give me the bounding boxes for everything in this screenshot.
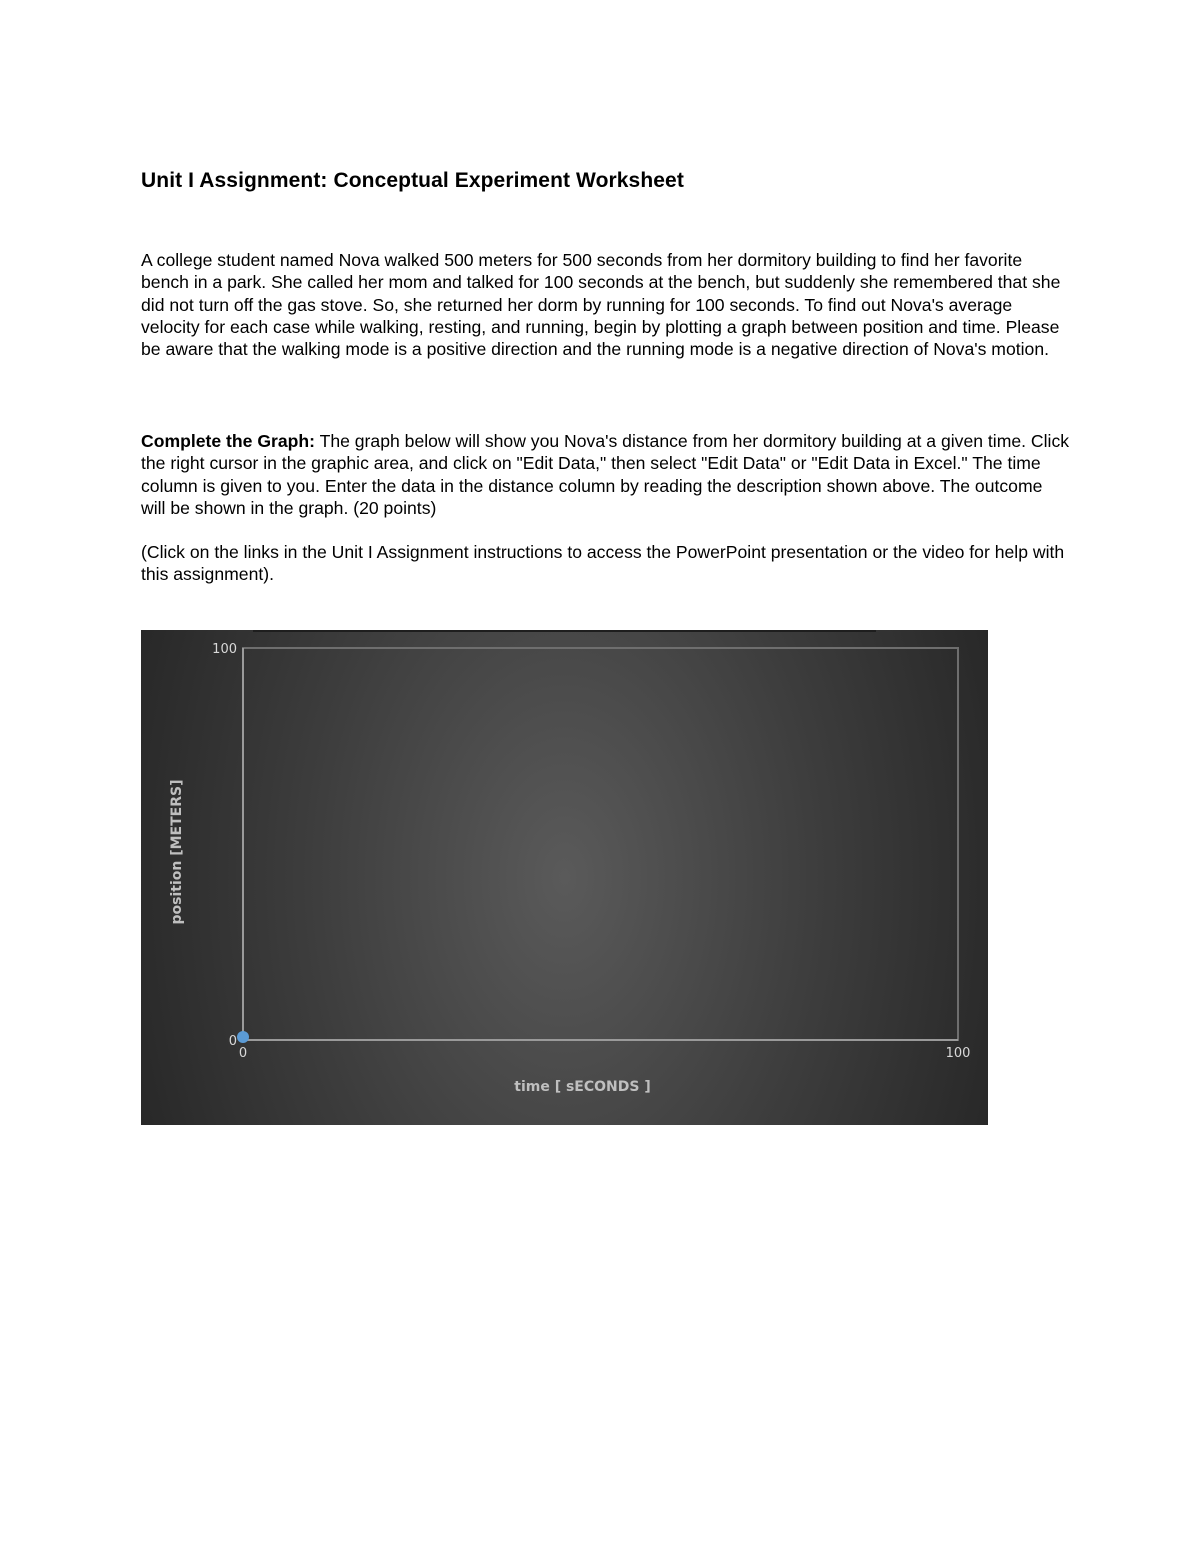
complete-graph-text: The graph below will show you Nova's distance from her dormitory building at a given time. Click the right cursor in the graphic area, and click on "Edit Data," then select "Edit Data" or "Edit Data in Excel." The time column is given to you. Enter the data in the distance column by reading the description shown above. The outcome will be shown in the graph. (20 points) <box>141 431 1070 518</box>
intro-paragraph: A college student named Nova walked 500 meters for 500 seconds from her dormitory building to find her favorite bench in a park. She called her mom and talked for 100 seconds at the bench, but suddenly she remembered that she did not turn off the gas stove. So, she returned her dorm by running for 100 seconds. To find out Nova's average velocity for each case while walking, resting, and running, begin by plotting a graph between position and time. Please be aware that the walking mode is a positive direction and the running mode is a negative direction of Nova's motion. <box>141 250 1061 360</box>
x-tick-label: 100 <box>945 1046 971 1061</box>
document-title: Unit I Assignment: Conceptual Experiment Worksheet <box>141 169 684 192</box>
position-time-chart[interactable] <box>141 630 988 1125</box>
data-points <box>237 1031 249 1043</box>
plot-area-frame <box>243 648 958 1040</box>
x-axis-title: time [ sECONDS ] <box>514 1079 651 1095</box>
complete-graph-label: Complete the Graph: <box>141 431 315 451</box>
complete-graph-paragraph <box>141 430 1071 519</box>
chart-canvas[interactable] <box>141 630 988 1125</box>
help-paragraph: (Click on the links in the Unit I Assignment instructions to access the PowerPoint presentation or the video for help with this assignment). <box>141 542 1065 585</box>
x-tick-label: 0 <box>238 1046 248 1061</box>
data-point <box>237 1031 249 1043</box>
y-tick-label: 0 <box>228 1034 237 1049</box>
y-tick-labels <box>212 642 237 1049</box>
x-tick-labels <box>239 1046 971 1061</box>
y-axis-title: position [METERS] <box>169 779 185 925</box>
y-tick-label: 100 <box>212 642 237 657</box>
